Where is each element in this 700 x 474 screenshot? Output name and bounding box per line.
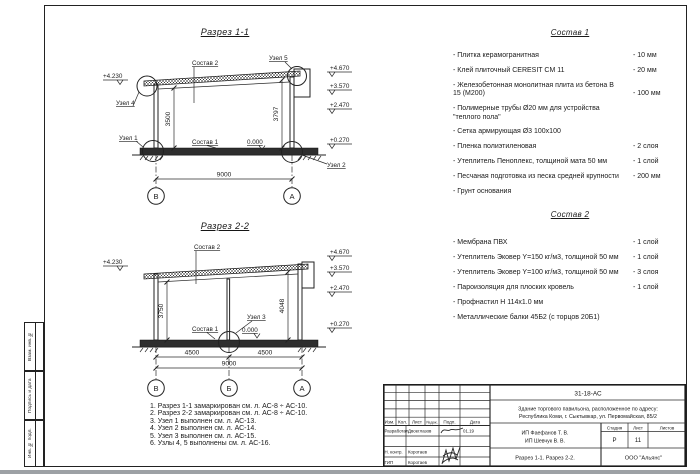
- svg-text:+4.230: +4.230: [103, 259, 123, 266]
- svg-text:+0.270: +0.270: [330, 321, 350, 328]
- svg-text:Лист: Лист: [412, 419, 422, 425]
- zero-level-label: 0.000: [242, 327, 258, 334]
- uzel4-label: Узел 4: [116, 100, 135, 107]
- svg-text:В: В: [153, 384, 159, 393]
- svg-text:+4.230: +4.230: [103, 73, 123, 80]
- sheet-number: 11: [634, 438, 642, 444]
- object-line1: Здание торгового павильона, расположенное по адресу:: [518, 406, 658, 413]
- section1-title: Разрез 1-1: [200, 27, 250, 37]
- list-item: - Плитка керамогранитная - 10 мм: [453, 52, 657, 59]
- side-strip-cell: [24, 322, 44, 371]
- stage-value: Р: [612, 438, 617, 444]
- side-strip-cell: [24, 371, 44, 420]
- width-dimension: [154, 155, 295, 187]
- list-item: - Песчаная подготовка из песка средней крупности - 200 мм: [453, 173, 661, 181]
- note-line: 4. Узел 2 выполнен см. л. АС-14.: [150, 425, 257, 433]
- svg-text:3750: 3750: [158, 303, 165, 319]
- section2-title: Разрез 2-2: [200, 221, 250, 231]
- svg-text:ГИП: ГИП: [384, 460, 394, 465]
- note-line: 1. Разрез 1-1 замаркирован см. л. АС-8 ÷ АС-10.: [150, 403, 308, 410]
- side-strip-cell: [24, 420, 44, 467]
- note-line: 2. Разрез 2-2 замаркирован см. л. АС-8 ÷ АС-10.: [150, 410, 308, 418]
- leader-labels: [192, 244, 266, 339]
- svg-text:3500: 3500: [165, 111, 172, 127]
- uzel2-label: Узел 2: [327, 162, 346, 169]
- list-item: - Утеплитель Эковер Y=100 кг/м3, толщиной 50 мм - 3 слоя: [453, 269, 659, 277]
- svg-text:Изм.: Изм.: [384, 419, 395, 425]
- uzel1-label: Узел 1: [119, 135, 138, 142]
- client-line1: ИП Фаефанов Т. В.: [521, 430, 569, 437]
- side-strip-label: Подпись и дата: [28, 378, 33, 413]
- side-strip-label: Инв. № подл.: [28, 428, 33, 459]
- sostav1-title: Состав 1: [550, 28, 590, 37]
- svg-text:+0.270: +0.270: [330, 137, 350, 144]
- list-item: - Сетка армирующая Ø3 100x100: [453, 128, 561, 136]
- svg-text:Двоеглазов: Двоеглазов: [408, 428, 432, 434]
- roof: [144, 262, 314, 288]
- svg-text:+3.570: +3.570: [330, 265, 350, 272]
- svg-text:3797: 3797: [273, 106, 280, 122]
- list-item: - Металлические балки 45Б2 (с торцов 20Б1): [453, 314, 600, 321]
- company-name: ООО "Альянс": [624, 455, 663, 462]
- side-strip-label: Взам. инв. №: [28, 331, 33, 362]
- title-block: [383, 384, 686, 467]
- svg-text:Н. контр.: Н. контр.: [384, 449, 403, 455]
- composition-panel: [453, 28, 687, 329]
- list-item: - Мембрана ПВХ - 1 слой: [453, 239, 659, 247]
- list-item: - Профнастил Н 114x1.0 мм: [453, 299, 544, 307]
- svg-text:+2.470: +2.470: [330, 102, 350, 109]
- sostav2-list: [453, 239, 687, 322]
- svg-text:Б: Б: [226, 384, 232, 393]
- sostav2-label: Состав 2: [192, 60, 219, 67]
- svg-text:9000: 9000: [216, 171, 232, 179]
- list-item: - Утеплитель Пеноплекс, толщиной мата 50 мм - 1 слой: [453, 158, 659, 166]
- svg-text:Разработал: Разработал: [384, 428, 409, 434]
- vertical-dimensions: [165, 78, 285, 151]
- sostav2-label: Состав 2: [194, 244, 221, 251]
- svg-text:4500: 4500: [184, 349, 200, 357]
- axis-bubbles: [148, 188, 301, 205]
- zero-level-label: 0.000: [247, 139, 263, 146]
- svg-text:Подп.: Подп.: [443, 419, 456, 425]
- section2-drawing: [46, 232, 376, 418]
- note-line: 3. Узел 1 выполнен см. л. АС-13.: [150, 417, 257, 425]
- list-item: - Железобетонная монолитная плита из бетона В 15 (М200) - 100 мм: [453, 81, 661, 98]
- scan-edge: [0, 470, 700, 474]
- sostav1-label: Состав 1: [192, 139, 219, 146]
- vertical-dimensions: [158, 270, 291, 343]
- list-item: - Грунт основания: [453, 188, 512, 196]
- width-dimensions: [154, 347, 305, 379]
- note-line: 5. Узел 3 выполнен см. л. АС-15.: [150, 432, 257, 440]
- sostav1-list: [453, 52, 687, 196]
- list-item: - Пароизоляция для плоских кровель - 1 слой: [453, 284, 659, 292]
- list-item: - Клей плиточный CERESIT CM 11 - 20 мм: [453, 66, 657, 74]
- client-line2: ИП Шевчук В. В.: [524, 438, 566, 445]
- sostav2-title: Состав 2: [550, 210, 590, 220]
- svg-text:Дата: Дата: [469, 419, 481, 425]
- svg-text:А: А: [289, 192, 295, 201]
- doc-number: 31-18-АС: [574, 390, 602, 398]
- note-line: 6. Узлы 4, 5 выполнены см. л. АС-16.: [150, 440, 271, 448]
- svg-text:Кол.: Кол.: [397, 419, 408, 425]
- svg-text:+2.470: +2.470: [330, 285, 350, 292]
- svg-text:4500: 4500: [257, 349, 273, 357]
- roof: [144, 69, 310, 97]
- svg-text:Коротаев: Коротаев: [408, 460, 427, 465]
- section1-drawing: [46, 24, 376, 210]
- stage-label: Стадия: [606, 425, 623, 431]
- sostav1-label: Состав 1: [192, 326, 219, 333]
- uzel5-label: Узел 5: [269, 55, 288, 62]
- svg-text:В: В: [153, 192, 159, 201]
- axis-bubbles: [148, 380, 311, 397]
- svg-text:+4.670: +4.670: [330, 249, 350, 256]
- svg-text:А: А: [299, 384, 305, 393]
- list-item: - Пленка полиэтиленовая - 2 слоя: [453, 143, 659, 151]
- uzel3-label: Узел 3: [247, 314, 266, 321]
- list-item: - Утеплитель Эковер Y=150 кг/м3, толщиной 50 мм - 1 слой: [453, 254, 659, 262]
- object-line2: Республика Коми, г. Сыктывкар, ул. Первомайская, 85/2: [519, 414, 657, 420]
- sheets-label: Листов: [659, 425, 675, 431]
- sheet-title: Разрез 1-1. Разрез 2-2.: [515, 455, 575, 462]
- svg-text:Коротаев: Коротаев: [408, 449, 427, 455]
- svg-text:01.19: 01.19: [463, 428, 474, 434]
- list-item: - Полимерные трубы Ø20 мм для устройства "теплого пола": [453, 105, 600, 121]
- svg-text:№док.: №док.: [426, 419, 438, 425]
- svg-text:9000: 9000: [221, 360, 237, 368]
- svg-text:+3.570: +3.570: [330, 83, 350, 90]
- svg-text:+4.670: +4.670: [330, 65, 350, 72]
- svg-text:4048: 4048: [279, 298, 286, 314]
- sheet-label: Лист: [633, 425, 643, 431]
